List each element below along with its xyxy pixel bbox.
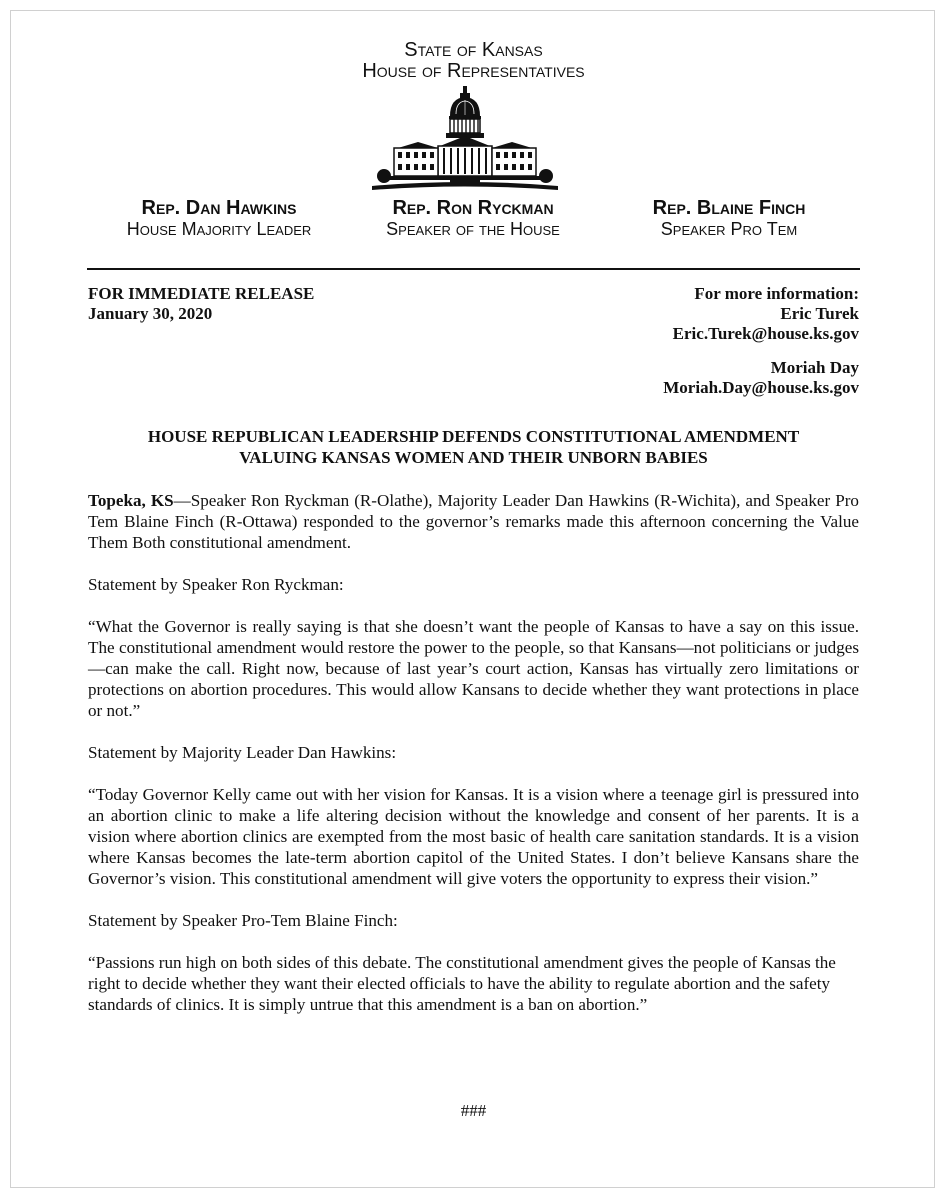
contact-name: Moriah Day — [770, 358, 859, 377]
rep-title: House Majority Leader — [126, 219, 312, 239]
statement-label: Statement by Speaker Pro-Tem Blaine Finch: — [88, 911, 398, 930]
header-divider — [87, 268, 860, 270]
statement-paragraph: “What the Governor is really saying is that she doesn’t want the people of Kansas to have a say on this issue. The constitutional amendment would restore the power to the people, so that Kansans—not politicians or judges—can make the call. Right now, because of last year’s court action, Kansas has virtually zero limitations or protections on abortion procedures. This would allow Kansans to decide whether they want protections in place or not.” — [88, 617, 859, 720]
rep-name: Rep. Ron Ryckman — [392, 197, 554, 219]
house-name: House of Representatives — [362, 60, 585, 82]
contact-name: Eric Turek — [780, 304, 859, 323]
statement-label: Statement by Majority Leader Dan Hawkins: — [88, 743, 397, 762]
dateline: Topeka, KS — [88, 491, 174, 510]
release-label: FOR IMMEDIATE RELEASE — [88, 284, 315, 303]
contact-block — [663, 284, 859, 398]
statement-label: Statement by Speaker Ron Ryckman: — [88, 575, 344, 594]
state-name: State of Kansas — [404, 39, 543, 61]
rep-title: Speaker of the House — [386, 219, 560, 239]
rep-finch — [606, 197, 852, 239]
contact-email[interactable]: Eric.Turek@house.ks.gov — [672, 324, 859, 343]
release-date: January 30, 2020 — [88, 304, 213, 323]
press-release-body — [88, 490, 859, 1036]
headline-line: HOUSE REPUBLICAN LEADERSHIP DEFENDS CONSTITUTIONAL AMENDMENT — [147, 427, 800, 446]
rep-ryckman — [350, 197, 596, 239]
statement-paragraph: “Passions run high on both sides of this debate. The constitutional amendment gives the people of Kansas the right to decide whether they want their elected officials to have the ability to regulate abortion and the safety standards of clinics. It is simply untrue that this amendment is a ban on abortion.” — [88, 953, 836, 1014]
contact-email[interactable]: Moriah.Day@house.ks.gov — [663, 378, 859, 397]
letterhead — [0, 40, 947, 82]
rep-title: Speaker Pro Tem — [660, 219, 798, 239]
rep-name: Rep. Dan Hawkins — [141, 197, 297, 219]
intro-text: —Speaker Ron Ryckman (R-Olathe), Majority Leader Dan Hawkins (R-Wichita), and Speaker Pro Tem Blaine Finch (R-Ottawa) responded to the governor’s remarks made this afternoon concerning the Value Them Both constitutional amendment. — [88, 491, 859, 552]
capitol-building-icon — [370, 86, 560, 194]
intro-paragraph — [88, 490, 859, 553]
rep-name: Rep. Blaine Finch — [652, 197, 806, 219]
end-mark: ### — [460, 1101, 487, 1120]
release-block — [88, 284, 314, 324]
rep-hawkins — [96, 197, 342, 239]
headline-line: VALUING KANSAS WOMEN AND THEIR UNBORN BABIES — [239, 448, 708, 467]
headline — [88, 426, 859, 468]
statement-paragraph: “Today Governor Kelly came out with her vision for Kansas. It is a vision where a teenage girl is pressured into an abortion clinic to make a life altering decision without the knowledge and consent of her parents. It is a vision where abortion clinics are exempted from the most basic of health care sanitation standards. It is a vision where Kansas becomes the late-term abortion capitol of the United States. I don’t believe Kansans share the Governor’s vision. This constitutional amendment will give voters the opportunity to express their vision.” — [88, 785, 859, 888]
contact-label: For more information: — [694, 284, 859, 303]
